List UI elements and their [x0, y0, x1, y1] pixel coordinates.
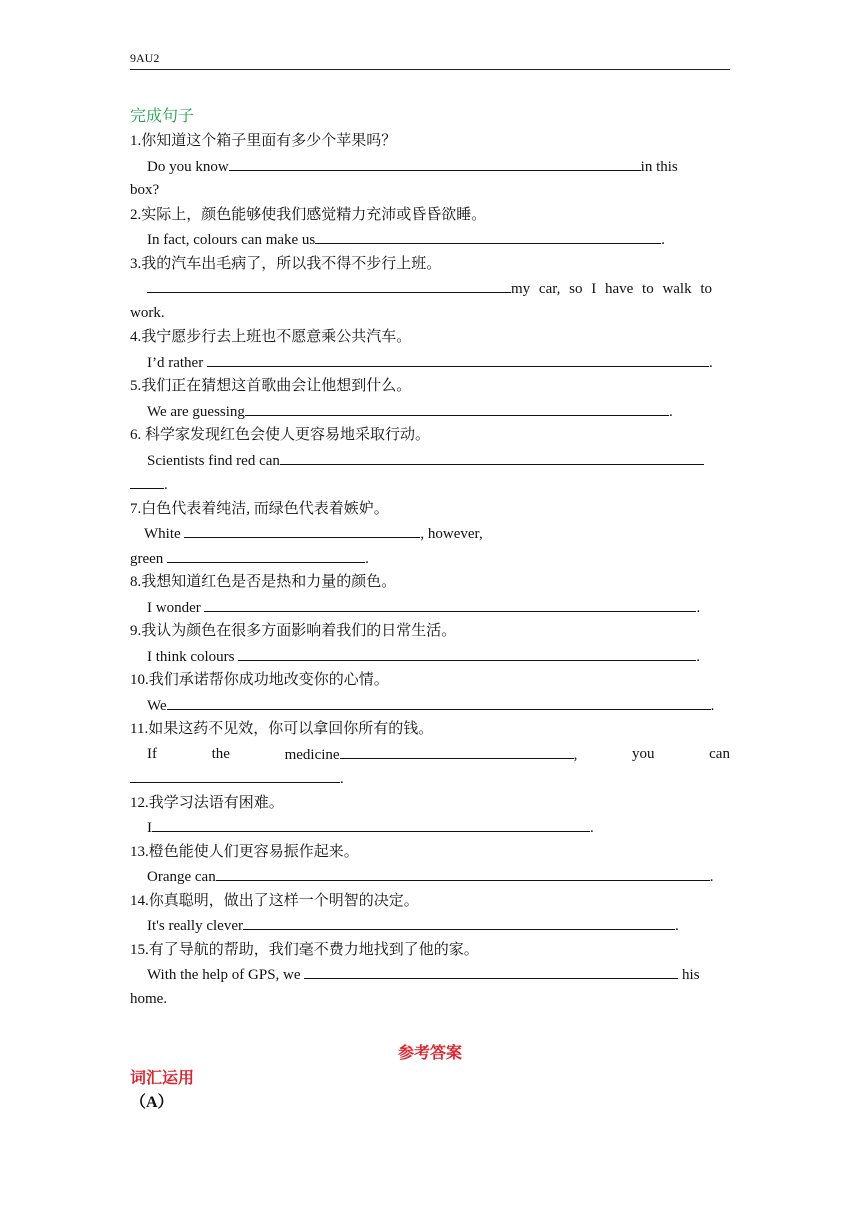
item-5-cn: 5.我们正在猜想这首歌曲会让他想到什么。 — [130, 378, 412, 394]
item-15-text: With the help of GPS, we — [147, 967, 301, 983]
item-1-en — [130, 154, 730, 179]
item-12-en — [130, 815, 730, 840]
item-8-blank[interactable] — [204, 595, 696, 612]
item-2-blank[interactable] — [315, 227, 661, 244]
item-1-text: Do you know — [147, 158, 229, 175]
item-5-text: We are guessing — [147, 403, 245, 420]
item-15-blank[interactable] — [304, 962, 678, 979]
item-4-text-end: . — [708, 354, 713, 371]
item-10-en — [130, 693, 730, 718]
item-6-blank[interactable] — [280, 448, 704, 465]
item-6-text-end: . — [164, 477, 168, 493]
item-7-text: White — [144, 526, 181, 542]
item-3-text-end: my car, so I have to walk to — [511, 281, 713, 297]
item-4-blank[interactable] — [207, 350, 709, 367]
item-2-cn: 2.实际上，颜色能够使我们感觉精力充沛或昏昏欲睡。 — [130, 206, 487, 223]
item-6-en — [130, 448, 730, 473]
item-2-text: In fact, colours can make us — [147, 232, 316, 248]
item-8-en — [130, 595, 730, 620]
item-7-text-mid: , however, — [420, 526, 483, 542]
item-15-en — [130, 962, 730, 987]
item-13-en — [130, 864, 730, 889]
item-3-blank[interactable] — [147, 276, 511, 293]
item-5-blank[interactable] — [245, 399, 669, 416]
item-11-blank-2[interactable] — [130, 766, 340, 783]
item-2-text-end: . — [661, 232, 666, 248]
item-11-en-cont — [130, 766, 730, 791]
vocab-title: 词汇运用 — [130, 1070, 195, 1087]
item-6-cn: 6. 科学家发现红色会使人更容易地采取行动。 — [130, 427, 431, 443]
answers-title: 参考答案 — [397, 1045, 462, 1062]
item-14-text-end: . — [674, 918, 679, 934]
item-6-blank-cont[interactable] — [130, 472, 164, 489]
item-6-text: Scientists find red can — [147, 452, 280, 469]
item-11-en — [130, 742, 730, 767]
item-7-text-end: . — [365, 550, 369, 567]
item-7-blank-1[interactable] — [184, 521, 420, 538]
item-14-blank[interactable] — [243, 913, 675, 930]
item-14-text: It's really clever — [147, 918, 243, 934]
item-11-word-the: the — [211, 745, 230, 762]
item-13-blank[interactable] — [216, 864, 710, 881]
item-1-en-cont: box? — [130, 182, 160, 198]
item-9-text-end: . — [696, 648, 700, 665]
item-13-text-end: . — [709, 869, 714, 885]
item-12-cn: 12.我学习法语有困难。 — [130, 794, 284, 811]
item-10-text-end: . — [710, 697, 715, 714]
item-6-en-cont — [130, 472, 730, 497]
item-11-word-medicine: medicine — [284, 746, 340, 763]
section-title: 完成句子 — [130, 108, 195, 125]
item-11-text-end: . — [340, 771, 344, 787]
item-3-cn: 3.我的汽车出毛病了，所以我不得不步行上班。 — [130, 255, 442, 272]
item-15-cn: 15.有了导航的帮助，我们毫不费力地找到了他的家。 — [130, 941, 479, 958]
item-14-cn: 14.你真聪明，做出了这样一个明智的决定。 — [130, 892, 419, 909]
item-8-cn: 8.我想知道红色是否是热和力量的颜色。 — [130, 574, 397, 590]
item-9-text: I think colours — [147, 648, 235, 665]
item-10-cn: 10.我们承诺帮你成功地改变你的心情。 — [130, 672, 389, 688]
item-12-text: I — [147, 820, 152, 836]
item-12-text-end: . — [590, 820, 594, 836]
item-10-blank[interactable] — [167, 693, 711, 710]
item-11-word-if: If — [147, 745, 157, 762]
item-8-text: I wonder — [147, 599, 201, 616]
part-a-label: （A） — [130, 1094, 174, 1111]
item-5-text-end: . — [668, 403, 673, 420]
item-13-cn: 13.橙色能使人们更容易振作起来。 — [130, 843, 359, 860]
item-8-text-end: . — [696, 599, 701, 616]
item-7-en — [130, 521, 730, 546]
item-2-en — [130, 227, 730, 252]
item-11-word-can: can — [709, 745, 730, 762]
item-1-cn: 1.你知道这个箱子里面有多少个苹果吗？ — [130, 133, 397, 149]
item-3-en — [130, 276, 730, 301]
item-11-blank-1[interactable] — [340, 742, 574, 759]
item-1-blank[interactable] — [229, 154, 641, 171]
item-14-en — [130, 913, 730, 938]
item-11-medicine-group — [285, 742, 578, 767]
item-7-en-cont — [130, 546, 730, 571]
page-header — [130, 50, 730, 70]
item-10-text: We — [147, 697, 167, 714]
item-5-en — [130, 399, 730, 424]
item-4-text: I’d rather — [147, 354, 204, 371]
item-11-cn: 11.如果这药不见效，你可以拿回你所有的钱。 — [130, 721, 434, 737]
item-15-en-cont: home. — [130, 990, 168, 1007]
item-4-cn: 4.我宁愿步行去上班也不愿意乘公共汽车。 — [130, 329, 412, 345]
item-7-text-green: green — [130, 550, 164, 567]
header-code: 9AU2 — [130, 51, 160, 65]
item-7-cn: 7.白色代表着纯洁, 而绿色代表着嫉妒。 — [130, 500, 389, 517]
item-15-text-end: his — [682, 967, 700, 983]
item-4-en — [130, 350, 730, 375]
item-7-blank-2[interactable] — [167, 546, 365, 563]
item-12-blank[interactable] — [152, 815, 590, 832]
exercise-content — [130, 105, 730, 1011]
item-9-cn: 9.我认为颜色在很多方面影响着我们的日常生活。 — [130, 623, 457, 639]
item-11-word-you: you — [631, 745, 655, 762]
item-3-en-cont: work. — [130, 304, 165, 321]
item-9-en — [130, 644, 730, 669]
item-1-text-end: in this — [640, 158, 678, 175]
item-9-blank[interactable] — [238, 644, 696, 661]
item-13-text: Orange can — [147, 869, 216, 885]
item-11-comma: , — [573, 746, 578, 763]
